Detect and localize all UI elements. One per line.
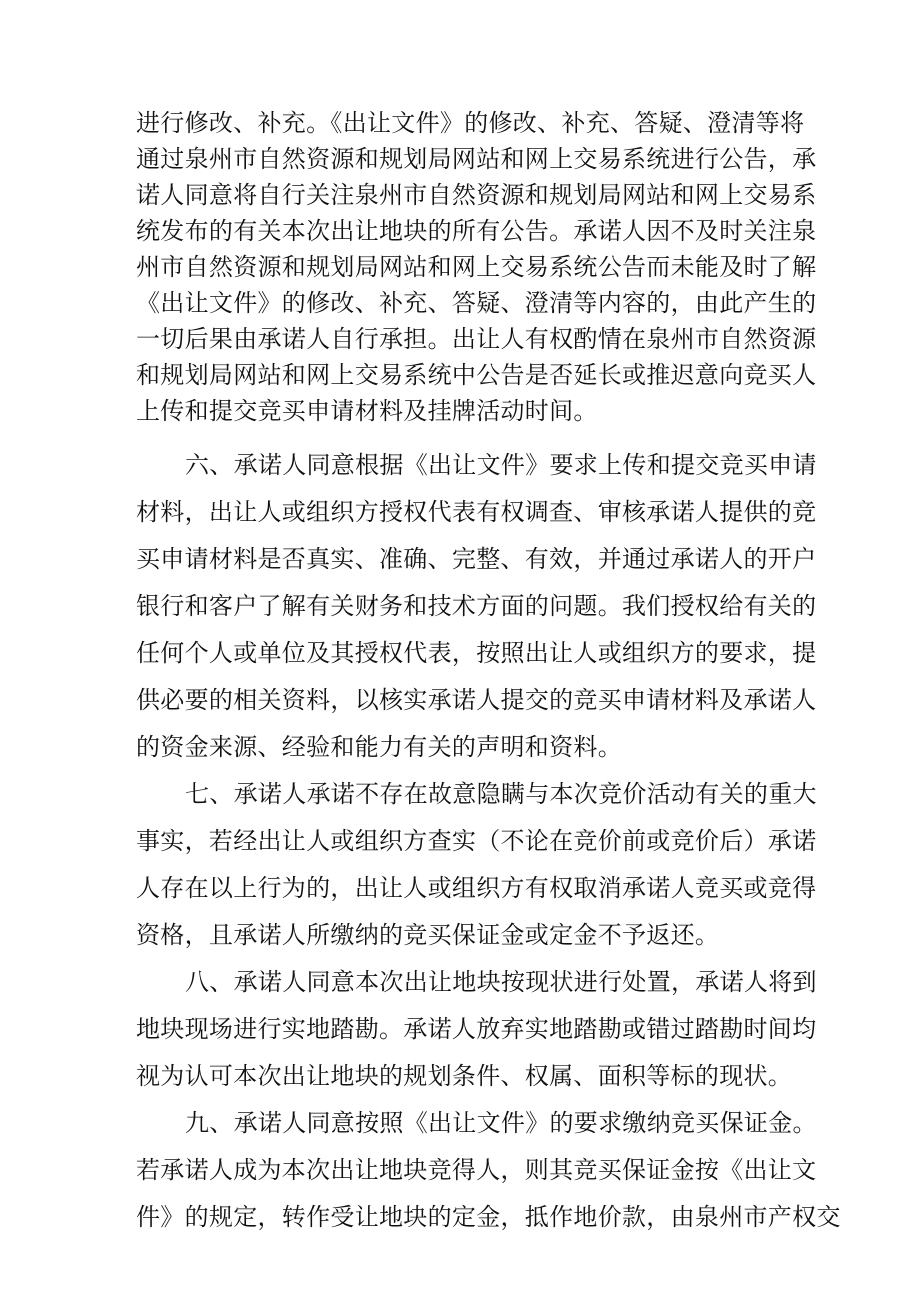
text-line: 进行修改、补充。《出让文件》的修改、补充、答疑、澄清等将 [136, 109, 805, 137]
text-line: 视为认可本次出让地块的规划条件、权属、面积等标的现状。 [136, 1062, 793, 1090]
text-line: 一切后果由承诺人自行承担。出让人有权酌情在泉州市自然资源 [136, 325, 817, 353]
text-line: 资格，且承诺人所缴纳的竞买保证金或定金不予返还。 [136, 921, 720, 949]
paragraph-9-first-line: 九、承诺人同意按照《出让文件》的要求缴纳竞买保证金。 [185, 1109, 817, 1137]
text-line: 的资金来源、经验和能力有关的声明和资料。 [136, 733, 622, 761]
text-line: 事实，若经出让人或组织方查实（不论在竞价前或竞价后）承诺 [136, 827, 817, 855]
text-line: 供必要的相关资料，以核实承诺人提交的竞买申请材料及承诺人 [136, 686, 817, 714]
text-line: 任何个人或单位及其授权代表，按照出让人或组织方的要求，提 [136, 639, 817, 667]
text-line: 上传和提交竞买申请材料及挂牌活动时间。 [136, 397, 598, 425]
paragraph-6-first-line: 六、承诺人同意根据《出让文件》要求上传和提交竞买申请 [185, 451, 817, 479]
text-line: 材料，出让人或组织方授权代表有权调查、审核承诺人提供的竞 [136, 498, 817, 526]
paragraph-7-first-line: 七、承诺人承诺不存在故意隐瞒与本次竞价活动有关的重大 [185, 780, 817, 808]
text-line: 地块现场进行实地踏勘。承诺人放弃实地踏勘或错过踏勘时间均 [136, 1015, 817, 1043]
text-line: 人存在以上行为的，出让人或组织方有权取消承诺人竞买或竞得 [136, 874, 817, 902]
text-line: 件》的规定，转作受让地块的定金，抵作地价款，由泉州市产权交 [136, 1203, 841, 1231]
text-line: 统发布的有关本次出让地块的所有公告。承诺人因不及时关注泉 [136, 217, 817, 245]
text-line: 诺人同意将自行关注泉州市自然资源和规划局网站和网上交易系 [136, 181, 817, 209]
text-line: 若承诺人成为本次出让地块竞得人，则其竞买保证金按《出让文 [136, 1156, 817, 1184]
text-line: 银行和客户了解有关财务和技术方面的问题。我们授权给有关的 [136, 592, 817, 620]
text-line: 通过泉州市自然资源和规划局网站和网上交易系统进行公告，承 [136, 145, 817, 173]
text-line: 《出让文件》的修改、补充、答疑、澄清等内容的，由此产生的 [136, 289, 817, 317]
text-line: 州市自然资源和规划局网站和网上交易系统公告而未能及时了解 [136, 253, 817, 281]
text-line: 和规划局网站和网上交易系统中公告是否延长或推迟意向竞买人 [136, 361, 817, 389]
paragraph-8-first-line: 八、承诺人同意本次出让地块按现状进行处置，承诺人将到 [185, 968, 817, 996]
text-line: 买申请材料是否真实、准确、完整、有效，并通过承诺人的开户 [136, 545, 817, 573]
